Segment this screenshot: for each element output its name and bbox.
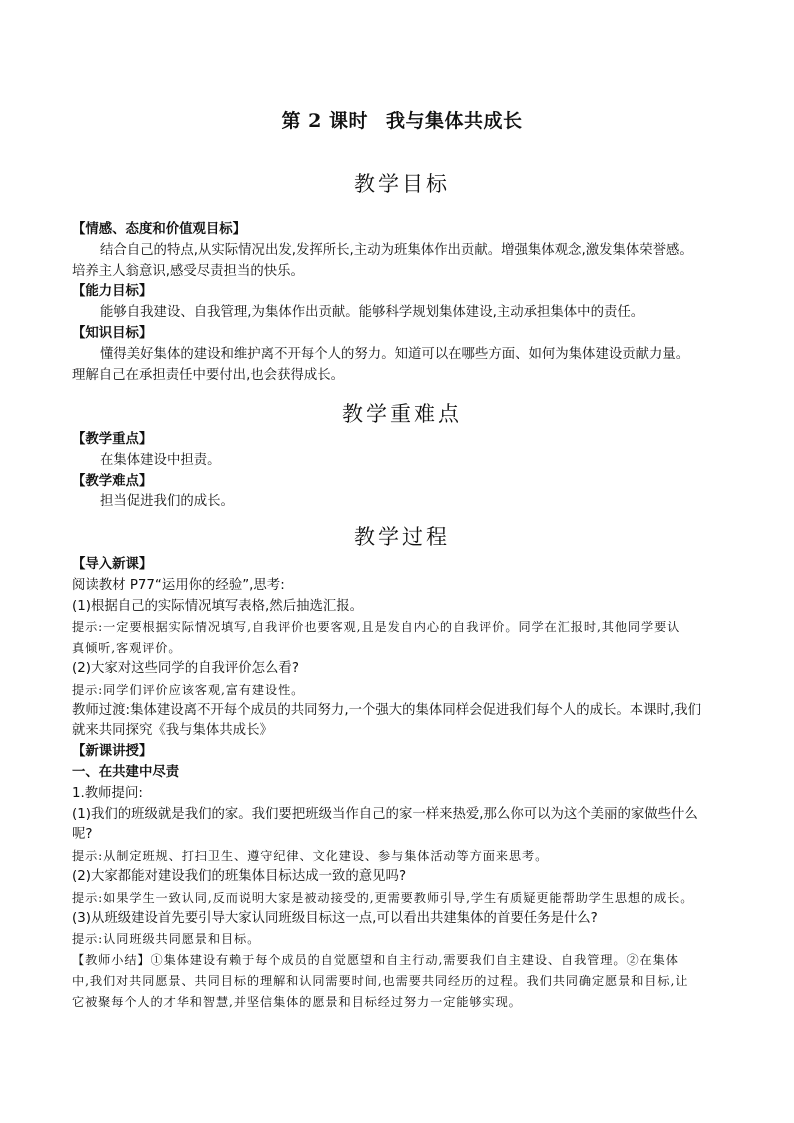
lesson-title — [72, 106, 732, 133]
emotion-goal-text: 结合自己的特点,从实际情况出发,发挥所长,主动为班集体作出贡献。增强集体观念,激发集体荣誉感。 — [100, 242, 693, 258]
question-1: (1)根据自己的实际情况填写表格,然后抽选汇报。 — [72, 598, 364, 614]
focus-text: 在集体建设中担责。 — [100, 452, 221, 468]
focus-label: 【教学重点】 — [72, 432, 153, 447]
new-lesson-label: 【新课讲授】 — [72, 744, 153, 760]
hint-1: 提示:一定要根据实际情况填写,自我评价也要客观,且是发自内心的自我评价。同学在汇报时,其他同学要认 — [72, 620, 681, 635]
knowledge-goal-label: 【知识目标】 — [72, 325, 153, 341]
teacher-question-1: (1)我们的班级就是我们的家。我们要把班级当作自己的家一样来热爱,那么你可以为这个美丽的家做些什么 — [72, 806, 698, 822]
lesson-number: 第 2 课时 — [281, 110, 368, 132]
key-points-block — [72, 430, 732, 513]
teacher-question-1-cont: 呢? — [72, 827, 93, 843]
ability-goal-text: 能够自我建设、自我管理,为集体作出贡献。能够科学规划集体建设,主动承担集体中的责任。 — [100, 305, 645, 321]
knowledge-goal-text-cont: 理解自己在承担责任中要付出,也会获得成长。 — [72, 367, 345, 383]
hint-2: 提示:同学们评价应该客观,富有建设性。 — [72, 682, 305, 697]
goals-block — [72, 220, 732, 386]
part-1-title: 一、在共建中尽责 — [72, 764, 180, 780]
teacher-hint-1: 提示:从制定班规、打扫卫生、遵守纪律、文化建设、参与集体活动等方面来思考。 — [72, 849, 549, 864]
emotion-goal-label: 【情感、态度和价值观目标】 — [72, 222, 247, 237]
teacher-hint-2: 提示:如果学生一致认同,反而说明大家是被动接受的,更需要教师引导,学生有质疑更能帮助学生思想的成长。 — [72, 890, 694, 905]
intro-text: 阅读教材 P77“运用你的经验”,思考: — [72, 577, 285, 593]
teacher-summary-cont-2: 它被聚每个人的才华和智慧,并坚信集体的愿景和目标经过努力一定能够实现。 — [72, 994, 522, 1009]
difficulty-text: 担当促进我们的成长。 — [100, 494, 234, 510]
teacher-question-heading: 1.教师提问: — [72, 785, 143, 801]
section-title-key-points: 教学重难点 — [342, 402, 462, 426]
teacher-transition-cont: 就来共同探究《我与集体共成长》 — [72, 723, 273, 739]
teacher-question-3: (3)从班级建设首先要引导大家认同班级目标这一点,可以看出共建集体的首要任务是什么? — [72, 910, 598, 926]
section-title-process: 教学过程 — [354, 525, 450, 549]
teacher-summary-cont-1: 中,我们对共同愿景、共同目标的理解和认同需要时间,也需要共同经历的过程。我们共同确定愿景和目标,让 — [72, 973, 689, 988]
ability-goal-label: 【能力目标】 — [72, 284, 153, 300]
teacher-transition: 教师过渡:集体建设离不开每个成员的共同努力,一个强大的集体同样会促进我们每个人的成长。本课时,我们 — [72, 702, 701, 718]
hint-1-cont: 真倾听,客观评价。 — [72, 641, 182, 656]
teacher-hint-3: 提示:认同班级共同愿景和目标。 — [72, 932, 261, 947]
process-block — [72, 555, 732, 1013]
teacher-summary: 【教师小结】①集体建设有赖于每个成员的自觉愿望和自主行动,需要我们自主建设、自我管理。②在集体 — [72, 953, 679, 968]
knowledge-goal-text: 懂得美好集体的建设和维护离不开每个人的努力。知道可以在哪些方面、如何为集体建设贡献力量。 — [100, 346, 690, 362]
section-title-goals: 教学目标 — [354, 172, 450, 196]
difficulty-label: 【教学难点】 — [72, 473, 153, 489]
intro-label: 【导入新课】 — [72, 557, 153, 572]
teacher-question-2: (2)大家都能对建设我们的班集体目标达成一致的意见吗? — [72, 868, 407, 884]
question-2: (2)大家对这些同学的自我评价怎么看? — [72, 660, 299, 676]
lesson-name: 我与集体共成长 — [385, 110, 523, 132]
emotion-goal-text-cont: 培养主人翁意识,感受尽责担当的快乐。 — [72, 263, 304, 279]
